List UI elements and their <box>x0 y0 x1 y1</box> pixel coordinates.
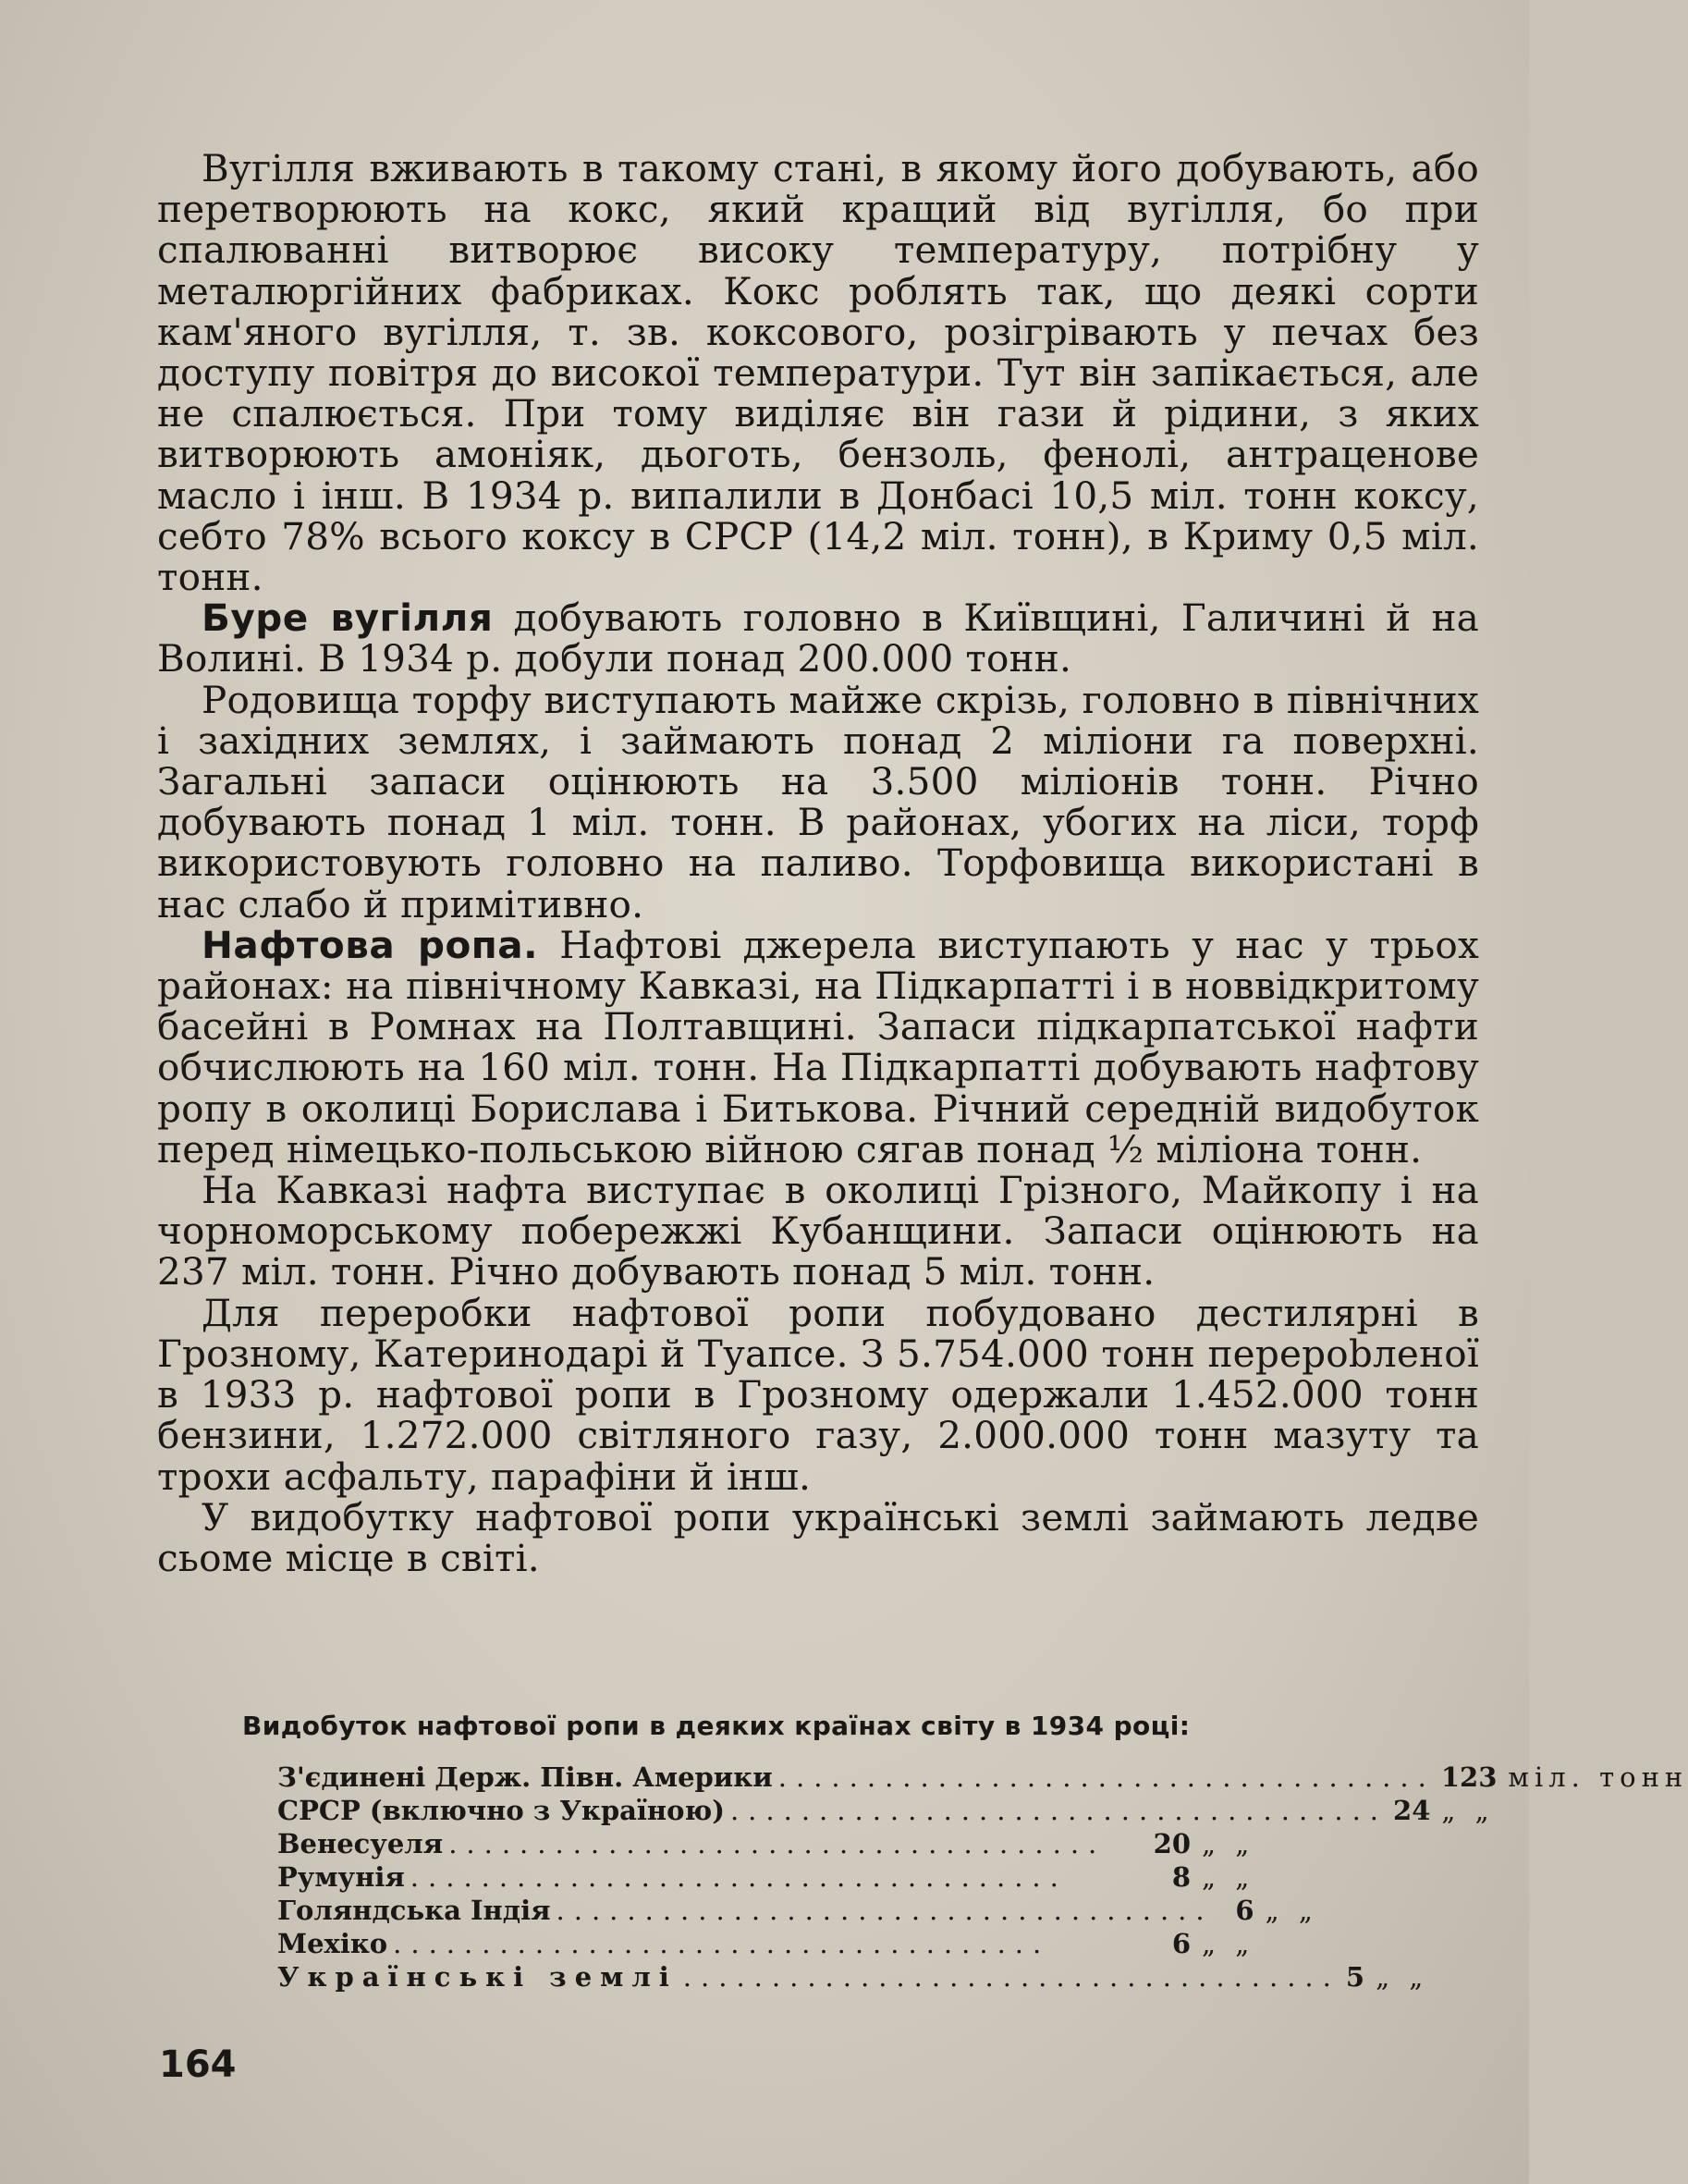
leader-dots: ..................................... <box>777 1761 1436 1793</box>
production-unit: „ „ <box>1202 1928 1255 1959</box>
paragraph-text: Нафтові джерела виступають у нас у трьох районах: на північному Кавказі, на Підкарпатті і в новвідкритому басейні в Ромнах на Полтавщині. Запаси підкарпатської нафти обчислюють на 160 міл. тонн. На Підкарпатті добувають нафтову ропу в околиці Борислава і Битькова. Річний середній видобуток перед німецько-польською війною сягав понад ½ міліона тонн. <box>157 922 1479 1172</box>
production-unit: „ „ <box>1376 1961 1429 1993</box>
leader-dots: ..................................... <box>556 1895 1214 1926</box>
production-unit: „ „ <box>1265 1895 1318 1926</box>
paragraph-text: Родовища торфу виступають майже скрізь, головно в північних і західних землях, і займають понад 2 міліони га поверхні. Загальні запаси оцінюють на 3.500 міліонів тонн. Річно добувають понад 1 міл. тонн. В районах, убогих на ліси, торф використовують головно на паливо. Торфовища використані в нас слабо й примітивно. <box>157 677 1479 926</box>
production-unit: міл. тонн <box>1508 1761 1688 1793</box>
production-unit: „ „ <box>1441 1795 1495 1826</box>
production-table <box>277 1761 1688 1994</box>
paragraph-caucasus <box>157 1170 1479 1293</box>
production-value: 6 <box>1171 1928 1191 1959</box>
paragraph-text: Для переробки нафтової ропи побудовано дестилярні в Грозному, Катеринодарі й Туапсе. З 5.754.000 тонн перерobленої в 1933 р. нафтової ропи в Грозному одержали 1.452.000 тонн бензини, 1.272.000 світляного газу, 2.000.000 тонн мазуту та трохи асфальту, парафіни й інш. <box>157 1290 1479 1499</box>
leader-dots: ..................................... <box>393 1928 1051 1959</box>
production-value: 5 <box>1345 1961 1365 1993</box>
production-unit: „ „ <box>1202 1828 1255 1859</box>
production-value: 24 <box>1393 1795 1431 1826</box>
paragraph-ranking <box>157 1494 1479 1580</box>
body-text <box>157 148 1479 1578</box>
leader-dots: ..................................... <box>729 1795 1388 1826</box>
table-title: Видобуток нафтової ропи в деяких країнах світу в 1934 році: <box>242 1711 1191 1741</box>
paragraph-peat <box>157 677 1479 926</box>
table-row <box>277 1795 1495 1828</box>
production-value: 8 <box>1171 1861 1191 1893</box>
paragraph-text: Вугілля вживають в такому стані, в якому його добувають, або перетворюють на кокс, який кращий від вугілля, бо при спалюванні витворює високу температуру, потрібну у металюргійних фабриках. Кокс роблять так, що деякі сорти кам'яного вугілля, т. зв. коксового, розігрівають у печах без доступу повітря до високої температури. Тут він запікається, але не спалюється. При тому виділяє він гази й рідини, з яких витворюють амоніяк, дьоготь, бензоль, фенолі, антраценове масло і інш. В 1934 р. випалили в Донбасі 10,5 міл. тонн коксу, себто 78% всього коксу в СРСР (14,2 міл. тонн), в Криму 0,5 міл. тонн. <box>157 146 1479 600</box>
paragraph-lead: Буре вугілля <box>202 595 494 641</box>
paragraph-refining <box>157 1290 1479 1499</box>
leader-dots: ..................................... <box>410 1861 1068 1893</box>
table-row <box>277 1928 1340 1961</box>
country-name: СРСР (включно з Україною) <box>277 1795 725 1826</box>
table-row <box>277 1828 1340 1861</box>
paragraph-brown-coal <box>157 597 1479 679</box>
country-name: Голяндська Індія <box>277 1895 551 1926</box>
country-name: Мехіко <box>277 1928 388 1959</box>
production-value: 123 <box>1440 1761 1498 1793</box>
country-name: Українські землі <box>277 1961 678 1993</box>
production-unit: „ „ <box>1202 1861 1255 1893</box>
paragraph-coal <box>157 146 1479 600</box>
paragraph-text: На Кавказі нафта виступає в околиці Грізного, Майкопу і на чорноморському побережжі Кубанщини. Запаси оцінюють на 237 міл. тонн. Річно добувають понад 5 міл. тонн. <box>157 1168 1479 1294</box>
table-row <box>277 1761 1688 1795</box>
paragraph-oil <box>157 922 1479 1172</box>
paragraph-text: добувають головно в Київщині, Галичині й на Волині. В 1934 р. добули понад 200.000 тонн. <box>157 595 1479 681</box>
country-name: Румунія <box>277 1861 405 1893</box>
production-value: 20 <box>1153 1828 1191 1859</box>
page-number: 164 <box>159 2043 237 2086</box>
leader-dots: ..................................... <box>448 1828 1107 1859</box>
country-name: Венесуеля <box>277 1828 444 1859</box>
leader-dots: ..................................... <box>682 1961 1340 1993</box>
table-row <box>277 1861 1340 1895</box>
table-row <box>277 1895 1340 1928</box>
paragraph-lead: Нафтова ропа. <box>202 922 538 967</box>
table-row <box>277 1961 1429 1994</box>
paragraph-text: У видобутку нафтової ропи українські землі займають ледве сьоме місце в світі. <box>157 1494 1479 1580</box>
country-name: З'єдинені Держ. Півн. Америки <box>277 1761 773 1793</box>
production-value: 6 <box>1235 1895 1254 1926</box>
